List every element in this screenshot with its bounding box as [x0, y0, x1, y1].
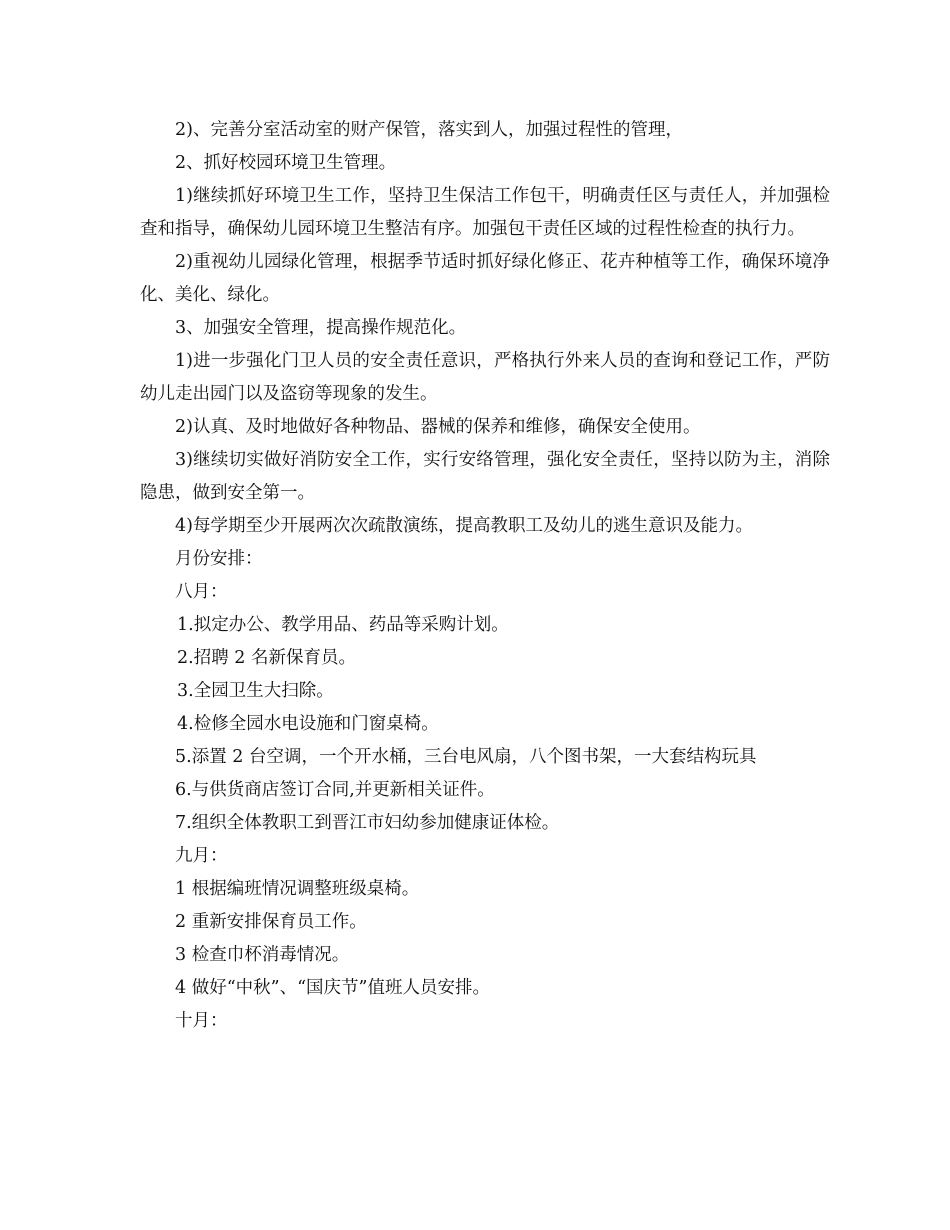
month-heading: 八月： — [175, 582, 228, 602]
list-item: 3.全园卫生大扫除。 — [177, 681, 334, 701]
list-item: 1.拟定办公、教学用品、药品等采购计划。 — [177, 615, 509, 635]
paragraph: 2)认真、及时地做好各种物品、器械的保养和维修，确保安全使用。 — [175, 417, 701, 437]
month-heading: 十月： — [175, 1011, 228, 1031]
paragraph: 3)继续切实做好消防安全工作，实行安络管理，强化安全责任，坚持以防为主，消除隐患，做到安全第一。 — [140, 450, 830, 503]
list-item: 1 根据编班情况调整班级桌椅。 — [175, 879, 420, 899]
list-item: 6.与供货商店签订合同,并更新相关证件。 — [175, 780, 495, 800]
section-heading: 2、抓好校园环境卫生管理。 — [175, 153, 397, 173]
section-heading: 月份安排： — [175, 549, 263, 569]
month-heading: 九月： — [175, 846, 228, 866]
paragraph: 1)进一步强化门卫人员的安全责任意识，严格执行外来人员的查询和登记工作，严防幼儿走出园门以及盗窃等现象的发生。 — [140, 351, 830, 404]
list-item: 5.添置 2 台空调，一个开水桶，三台电风扇，八个图书架，一大套结构玩具 — [175, 747, 757, 767]
document-body — [140, 114, 830, 1038]
paragraph: 1)继续抓好环境卫生工作，坚持卫生保洁工作包干，明确责任区与责任人，并加强检查和指导，确保幼儿园环境卫生整洁有序。加强包干责任区域的过程性检查的执行力。 — [140, 186, 830, 239]
list-item: 3 检查巾杯消毒情况。 — [175, 945, 350, 965]
paragraph: 2)重视幼儿园绿化管理，根据季节适时抓好绿化修正、花卉种植等工作，确保环境净化、美化、绿化。 — [140, 252, 830, 305]
list-item: 7.组织全体教职工到晋江市妇幼参加健康证体检。 — [175, 813, 560, 833]
list-item: 2 重新安排保育员工作。 — [175, 912, 367, 932]
list-item: 4 做好“中秋”、“国庆节”值班人员安排。 — [175, 978, 490, 998]
paragraph: 4)每学期至少开展两次次疏散演练，提高教职工及幼儿的逃生意识及能力。 — [175, 516, 753, 536]
paragraph: 2)、完善分室活动室的财产保管，落实到人，加强过程性的管理， — [175, 120, 683, 140]
list-item: 4.检修全园水电设施和门窗桌椅。 — [177, 714, 439, 734]
list-item: 2.招聘 2 名新保育员。 — [177, 648, 356, 668]
section-heading: 3、加强安全管理，提高操作规范化。 — [175, 318, 467, 338]
